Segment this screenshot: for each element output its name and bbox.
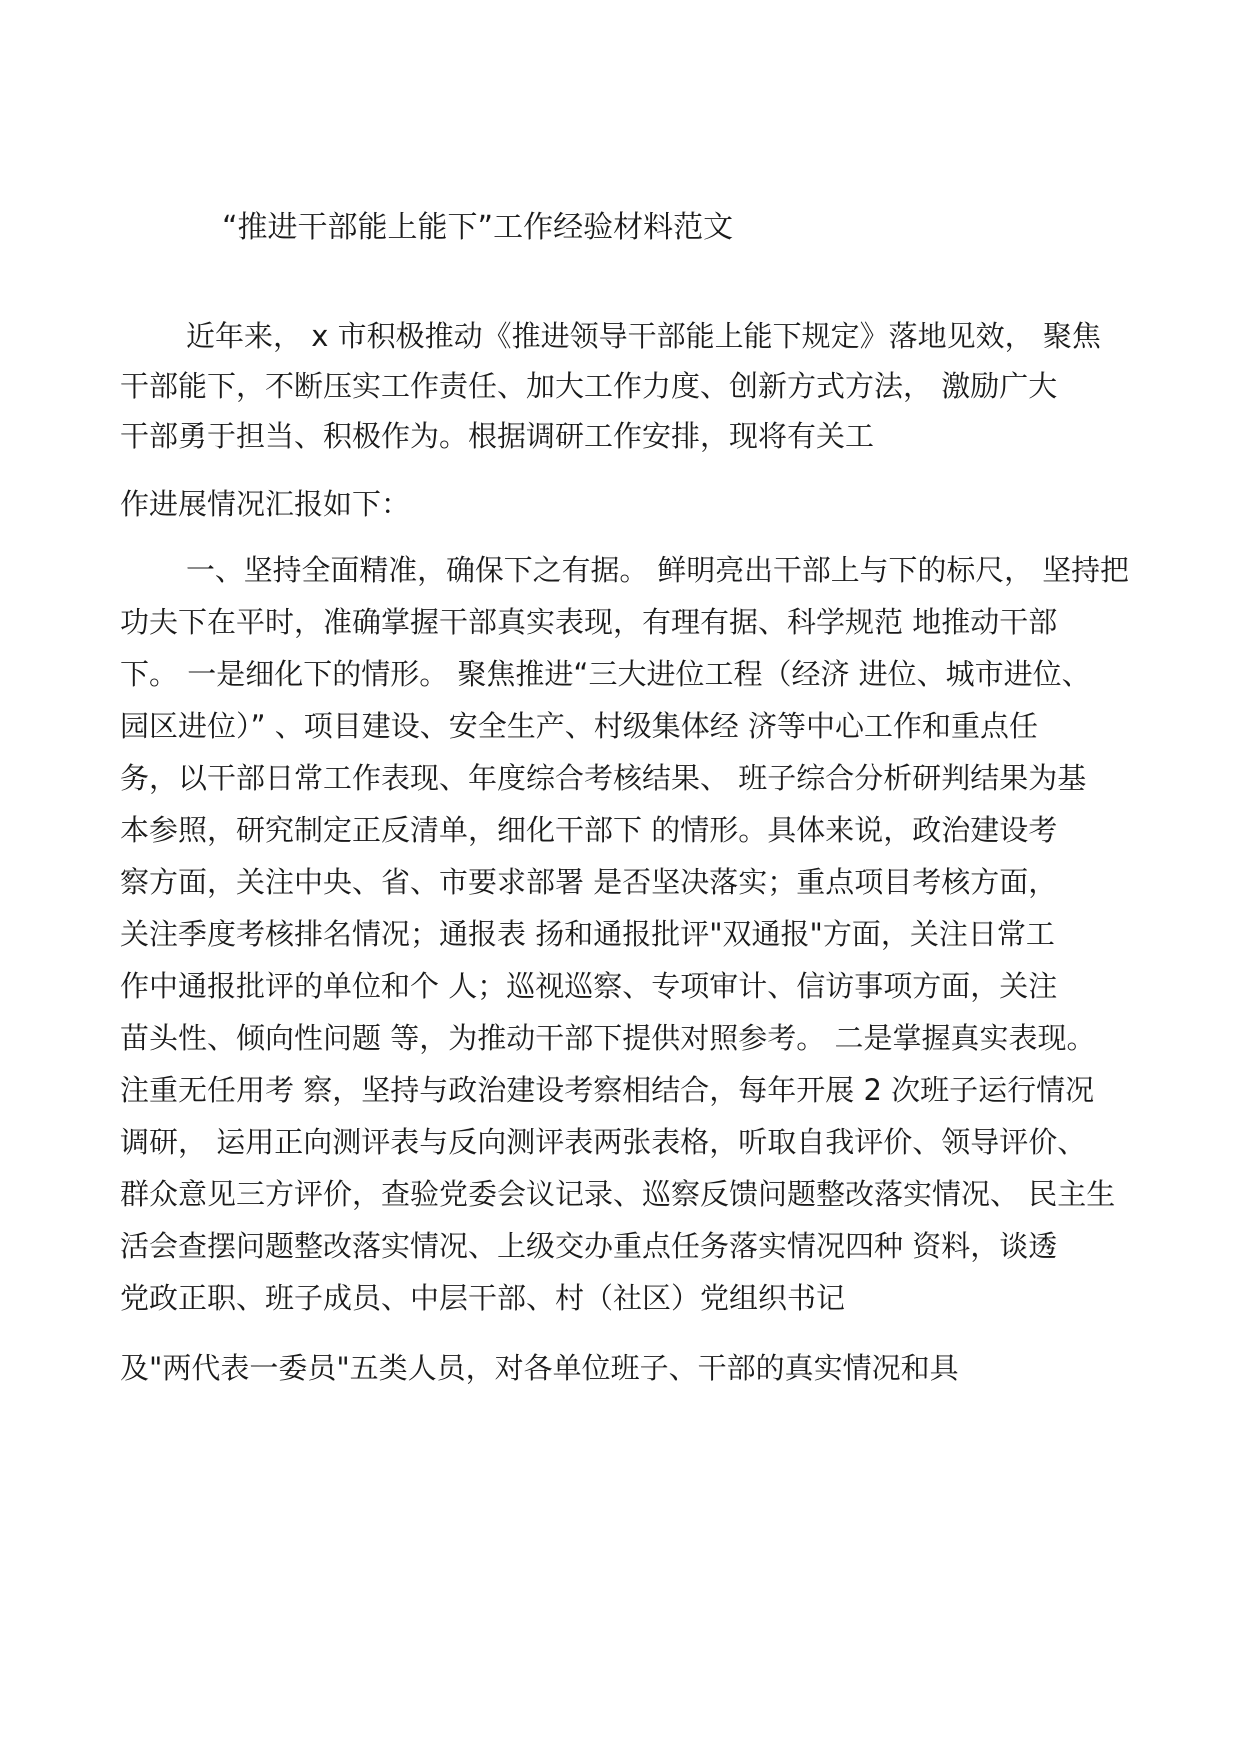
- paragraph-line: 务，以干部日常工作表现、年度综合考核结果、 班子综合分析研判结果为基: [120, 761, 1087, 795]
- paragraph-line: 群众意见三方评价，查验党委会议记录、巡察反馈问题整改落实情况、 民主生: [120, 1177, 1116, 1211]
- paragraph-line: 活会查摆问题整改落实情况、上级交办重点任务落实情况四种 资料，谈透: [120, 1229, 1058, 1263]
- paragraph-line: 本参照，研究制定正反清单，细化干部下 的情形。具体来说，政治建设考: [120, 813, 1058, 847]
- paragraph-line: 党政正职、班子成员、中层干部、村（社区）党组织书记: [120, 1281, 846, 1315]
- document-title: “推进干部能上能下”工作经验材料范文: [222, 210, 734, 245]
- paragraph-line: 作中通报批评的单位和个 人；巡视巡察、专项审计、信访事项方面，关注: [120, 969, 1058, 1003]
- paragraph-line: 作进展情况汇报如下：: [120, 487, 411, 521]
- paragraph-line: 功夫下在平时，准确掌握干部真实表现，有理有据、科学规范 地推动干部: [120, 605, 1058, 639]
- paragraph-line: 调研， 运用正向测评表与反向测评表两张表格，听取自我评价、领导评价、: [120, 1125, 1087, 1159]
- paragraph-line: 近年来， x 市积极推动《推进领导干部能上能下规定》落地见效， 聚焦: [186, 319, 1101, 353]
- paragraph-line: 苗头性、倾向性问题 等，为推动干部下提供对照参考。 二是掌握真实表现。: [120, 1021, 1096, 1055]
- paragraph-line: 及"两代表一委员"五类人员，对各单位班子、干部的真实情况和具: [120, 1351, 959, 1385]
- paragraph-line: 干部能下，不断压实工作责任、加大工作力度、创新方式方法， 激励广大: [120, 369, 1058, 403]
- paragraph-line: 注重无任用考 察，坚持与政治建设考察相结合，每年开展 2 次班子运行情况: [120, 1073, 1095, 1107]
- paragraph-line: 一、坚持全面精准，确保下之有据。 鲜明亮出干部上与下的标尺， 坚持把: [186, 553, 1129, 587]
- paragraph-line: 园区进位）” 、项目建设、安全生产、村级集体经 济等中心工作和重点任: [120, 709, 1038, 743]
- paragraph-line: 下。 一是细化下的情形。 聚焦推进“三大进位工程（经济 进位、城市进位、: [120, 657, 1091, 691]
- paragraph-line: 关注季度考核排名情况；通报表 扬和通报批评"双通报"方面，关注日常工: [120, 917, 1055, 951]
- paragraph-line: 干部勇于担当、积极作为。根据调研工作安排，现将有关工: [120, 419, 875, 453]
- paragraph-line: 察方面，关注中央、省、市要求部署 是否坚决落实；重点项目考核方面，: [120, 865, 1058, 899]
